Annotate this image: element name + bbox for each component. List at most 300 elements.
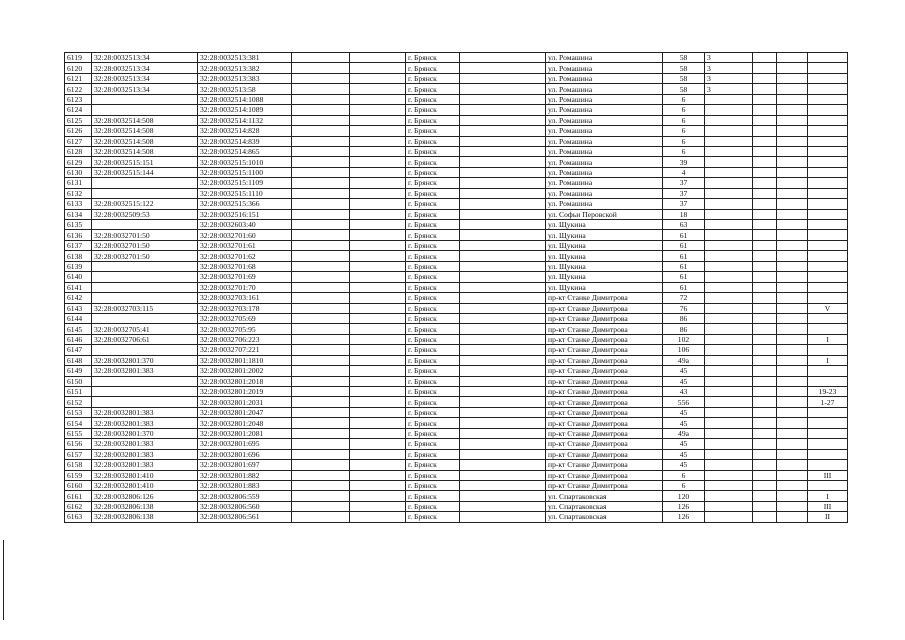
cell-apartment [808,449,848,459]
cell-col-empty-b [350,146,406,156]
cell-cadastral-number: 32:28:0032514:839 [198,136,292,146]
cell-col-empty-b [350,73,406,83]
cell-col-empty-c [460,480,546,490]
cell-building-number [705,126,753,136]
cell-col-empty-d [753,272,777,282]
cell-apartment: I [808,491,848,501]
cell-cadastral-number: 32:28:0032514:1089 [198,105,292,115]
cell-house-number: 49а [663,428,705,438]
cell-street: пр-кт Станке Димитрова [546,439,663,449]
cell-col-empty-e [777,94,808,104]
cell-col-empty-c [460,94,546,104]
cell-col-empty-a [292,449,350,459]
table-row [65,199,848,209]
cell-house-number: 61 [663,272,705,282]
cell-apartment [808,178,848,188]
cell-col-empty-c [460,449,546,459]
cell-street: ул. Ромашина [546,136,663,146]
cell-city: г. Брянск [406,449,460,459]
cell-cadastral-number: 32:28:0032701:68 [198,261,292,271]
cell-city: г. Брянск [406,345,460,355]
cell-house-number: 126 [663,501,705,511]
cell-col-empty-a [292,261,350,271]
cell-city: г. Брянск [406,480,460,490]
cell-street: пр-кт Станке Димитрова [546,334,663,344]
cell-city: г. Брянск [406,303,460,313]
cell-city: г. Брянск [406,220,460,230]
cell-house-number: 61 [663,282,705,292]
cell-col-empty-a [292,282,350,292]
cell-building-number [705,178,753,188]
table-row [65,272,848,282]
cell-building-number [705,355,753,365]
cell-house-number: 120 [663,491,705,501]
cell-parent-cadastral-number [92,272,198,282]
cell-parent-cadastral-number [92,397,198,407]
cell-col-empty-e [777,136,808,146]
cell-col-empty-b [350,449,406,459]
cell-col-empty-b [350,397,406,407]
cell-col-empty-d [753,387,777,397]
cell-cadastral-number: 32:28:0032801:2048 [198,418,292,428]
cell-street: пр-кт Станке Димитрова [546,313,663,323]
table-row [65,146,848,156]
cell-col-empty-d [753,293,777,303]
cell-city: г. Брянск [406,324,460,334]
table-row [65,220,848,230]
table-row [65,188,848,198]
cell-parent-cadastral-number: 32:28:0032509:53 [92,209,198,219]
cell-col-empty-a [292,355,350,365]
cell-col-empty-a [292,428,350,438]
cell-row-number: 6119 [65,53,92,63]
cell-cadastral-number: 32:28:0032514:1088 [198,94,292,104]
cell-city: г. Брянск [406,115,460,125]
table-body [65,53,848,523]
cell-col-empty-b [350,387,406,397]
cell-col-empty-a [292,324,350,334]
cell-col-empty-a [292,251,350,261]
cell-col-empty-c [460,387,546,397]
cell-col-empty-b [350,209,406,219]
cell-col-empty-b [350,355,406,365]
cell-col-empty-d [753,313,777,323]
cell-parent-cadastral-number: 32:28:0032515:122 [92,199,198,209]
cell-col-empty-c [460,366,546,376]
cell-building-number [705,439,753,449]
cell-col-empty-a [292,136,350,146]
cell-building-number [705,105,753,115]
cell-apartment [808,220,848,230]
cell-city: г. Брянск [406,105,460,115]
cell-col-empty-d [753,428,777,438]
cell-col-empty-c [460,63,546,73]
cell-col-empty-c [460,376,546,386]
cell-apartment [808,188,848,198]
cell-house-number: 45 [663,439,705,449]
cell-col-empty-b [350,126,406,136]
cell-col-empty-c [460,355,546,365]
cell-col-empty-d [753,439,777,449]
cell-city: г. Брянск [406,470,460,480]
cell-house-number: 6 [663,470,705,480]
table-row [65,355,848,365]
cell-apartment [808,146,848,156]
cell-cadastral-number: 32:28:0032514:1132 [198,115,292,125]
cell-city: г. Брянск [406,94,460,104]
cell-col-empty-a [292,53,350,63]
cell-house-number: 61 [663,261,705,271]
cell-building-number [705,230,753,240]
cell-cadastral-number: 32:28:0032806:561 [198,512,292,522]
cell-col-empty-a [292,303,350,313]
cell-col-empty-e [777,439,808,449]
cell-house-number: 61 [663,251,705,261]
cell-row-number: 6145 [65,324,92,334]
cell-street: ул. Щукина [546,230,663,240]
table-row [65,261,848,271]
cell-col-empty-d [753,334,777,344]
cell-col-empty-c [460,282,546,292]
cell-col-empty-e [777,209,808,219]
cell-city: г. Брянск [406,397,460,407]
cell-col-empty-a [292,293,350,303]
cell-row-number: 6138 [65,251,92,261]
cell-col-empty-a [292,366,350,376]
cell-cadastral-number: 32:28:0032806:560 [198,501,292,511]
cell-building-number [705,146,753,156]
cell-col-empty-c [460,73,546,83]
cell-row-number: 6129 [65,157,92,167]
cell-col-empty-c [460,188,546,198]
cell-street: пр-кт Станке Димитрова [546,376,663,386]
cell-building-number [705,240,753,250]
cell-street: ул. Ромашина [546,146,663,156]
cell-apartment [808,126,848,136]
cell-row-number: 6128 [65,146,92,156]
cell-col-empty-d [753,115,777,125]
cell-col-empty-b [350,334,406,344]
cell-building-number [705,449,753,459]
cell-col-empty-c [460,240,546,250]
cell-col-empty-e [777,105,808,115]
cell-col-empty-c [460,512,546,522]
cell-building-number [705,387,753,397]
cell-col-empty-e [777,355,808,365]
cell-col-empty-b [350,293,406,303]
cell-city: г. Брянск [406,126,460,136]
cell-col-empty-b [350,230,406,240]
cell-col-empty-b [350,313,406,323]
cell-house-number: 39 [663,157,705,167]
cell-parent-cadastral-number: 32:28:0032514:508 [92,115,198,125]
cell-street: ул. Ромашина [546,73,663,83]
cell-apartment: III [808,470,848,480]
cell-col-empty-a [292,84,350,94]
cell-col-empty-d [753,407,777,417]
table-row [65,334,848,344]
cell-apartment: 19-23 [808,387,848,397]
cell-apartment [808,230,848,240]
cell-col-empty-a [292,439,350,449]
cell-building-number: 3 [705,63,753,73]
cell-row-number: 6130 [65,167,92,177]
cell-col-empty-e [777,188,808,198]
cell-building-number [705,407,753,417]
table-row [65,512,848,522]
cell-col-empty-a [292,272,350,282]
cell-apartment [808,418,848,428]
cell-col-empty-e [777,449,808,459]
cell-parent-cadastral-number [92,387,198,397]
cell-col-empty-d [753,199,777,209]
cell-row-number: 6127 [65,136,92,146]
table-row [65,209,848,219]
cell-col-empty-c [460,397,546,407]
cell-col-empty-b [350,272,406,282]
cell-street: ул. Щукина [546,251,663,261]
cell-apartment: V [808,303,848,313]
cell-building-number [705,428,753,438]
cell-cadastral-number: 32:28:0032513:382 [198,63,292,73]
cell-parent-cadastral-number [92,282,198,292]
cell-col-empty-c [460,470,546,480]
cell-col-empty-b [350,261,406,271]
cell-city: г. Брянск [406,376,460,386]
cell-building-number [705,220,753,230]
cell-parent-cadastral-number: 32:28:0032703:115 [92,303,198,313]
cell-city: г. Брянск [406,366,460,376]
cell-street: ул. Ромашина [546,63,663,73]
cell-house-number: 86 [663,313,705,323]
cell-col-empty-e [777,460,808,470]
cell-street: ул. Ромашина [546,126,663,136]
cell-row-number: 6136 [65,230,92,240]
cell-building-number [705,418,753,428]
cell-col-empty-e [777,146,808,156]
cell-house-number: 45 [663,366,705,376]
cell-row-number: 6121 [65,73,92,83]
cell-apartment [808,376,848,386]
cell-col-empty-c [460,105,546,115]
cell-apartment [808,94,848,104]
cell-street: пр-кт Станке Димитрова [546,324,663,334]
cell-col-empty-d [753,324,777,334]
cell-cadastral-number: 32:28:0032701:61 [198,240,292,250]
cell-col-empty-a [292,209,350,219]
cell-parent-cadastral-number: 32:28:0032801:383 [92,439,198,449]
cell-house-number: 58 [663,63,705,73]
cell-building-number [705,512,753,522]
cell-col-empty-c [460,115,546,125]
cell-house-number: 4 [663,167,705,177]
cell-cadastral-number: 32:28:0032706:223 [198,334,292,344]
cell-parent-cadastral-number: 32:28:0032806:138 [92,512,198,522]
cell-row-number: 6148 [65,355,92,365]
cell-house-number: 63 [663,220,705,230]
cell-col-empty-c [460,209,546,219]
cell-street: ул. Щукина [546,220,663,230]
cell-parent-cadastral-number: 32:28:0032515:151 [92,157,198,167]
table-row [65,460,848,470]
cell-col-empty-d [753,345,777,355]
cell-parent-cadastral-number [92,293,198,303]
cell-house-number: 37 [663,188,705,198]
cell-col-empty-e [777,313,808,323]
cell-col-empty-e [777,178,808,188]
cell-city: г. Брянск [406,146,460,156]
cell-building-number [705,272,753,282]
cell-apartment: 1-27 [808,397,848,407]
cell-col-empty-c [460,136,546,146]
cell-building-number [705,136,753,146]
cell-col-empty-e [777,512,808,522]
cell-col-empty-a [292,376,350,386]
cell-building-number [705,480,753,490]
cell-col-empty-e [777,53,808,63]
cell-city: г. Брянск [406,313,460,323]
cell-cadastral-number: 32:28:0032801:883 [198,480,292,490]
cell-house-number: 6 [663,105,705,115]
table-row [65,313,848,323]
cell-street: ул. Ромашина [546,157,663,167]
cell-parent-cadastral-number: 32:28:0032801:383 [92,449,198,459]
cell-street: пр-кт Станке Димитрова [546,418,663,428]
cell-col-empty-c [460,324,546,334]
cell-building-number [705,94,753,104]
cell-col-empty-a [292,220,350,230]
cell-house-number: 45 [663,407,705,417]
cell-city: г. Брянск [406,439,460,449]
cell-cadastral-number: 32:28:0032514:865 [198,146,292,156]
cell-row-number: 6139 [65,261,92,271]
cell-street: пр-кт Станке Димитрова [546,387,663,397]
cell-house-number: 37 [663,199,705,209]
cell-cadastral-number: 32:28:0032801:697 [198,460,292,470]
cell-cadastral-number: 32:28:0032515:366 [198,199,292,209]
cell-street: пр-кт Станке Димитрова [546,303,663,313]
cell-parent-cadastral-number: 32:28:0032701:50 [92,240,198,250]
cell-city: г. Брянск [406,512,460,522]
cell-col-empty-e [777,167,808,177]
cell-col-empty-d [753,480,777,490]
table-row [65,282,848,292]
cell-col-empty-e [777,84,808,94]
cell-col-empty-b [350,376,406,386]
cell-row-number: 6143 [65,303,92,313]
cell-apartment [808,345,848,355]
cell-city: г. Брянск [406,501,460,511]
cell-apartment [808,251,848,261]
cell-parent-cadastral-number: 32:28:0032801:410 [92,470,198,480]
cell-col-empty-a [292,501,350,511]
cell-col-empty-e [777,293,808,303]
cell-row-number: 6123 [65,94,92,104]
cell-building-number [705,199,753,209]
cell-cadastral-number: 32:28:0032801:696 [198,449,292,459]
cell-apartment [808,73,848,83]
cell-street: пр-кт Станке Димитрова [546,407,663,417]
cell-cadastral-number: 32:28:0032801:2018 [198,376,292,386]
cell-street: пр-кт Станке Димитрова [546,470,663,480]
cell-apartment [808,53,848,63]
cell-building-number [705,470,753,480]
cell-apartment [808,105,848,115]
cell-col-empty-b [350,324,406,334]
cell-col-empty-c [460,167,546,177]
cell-col-empty-a [292,387,350,397]
cell-col-empty-e [777,418,808,428]
cell-col-empty-e [777,376,808,386]
table-row [65,53,848,63]
cell-col-empty-b [350,188,406,198]
cell-col-empty-c [460,220,546,230]
cell-city: г. Брянск [406,491,460,501]
cell-col-empty-e [777,491,808,501]
cell-row-number: 6147 [65,345,92,355]
table-row [65,136,848,146]
cell-col-empty-b [350,240,406,250]
cell-street: ул. Щукина [546,261,663,271]
cell-building-number [705,313,753,323]
cell-col-empty-d [753,126,777,136]
cell-house-number: 556 [663,397,705,407]
cell-city: г. Брянск [406,261,460,271]
cell-parent-cadastral-number: 32:28:0032801:370 [92,355,198,365]
cell-col-empty-a [292,240,350,250]
cell-col-empty-e [777,157,808,167]
cell-street: ул. Ромашина [546,115,663,125]
cell-cadastral-number: 32:28:0032514:828 [198,126,292,136]
cell-cadastral-number: 32:28:0032806:559 [198,491,292,501]
cell-row-number: 6150 [65,376,92,386]
cell-building-number [705,157,753,167]
cell-apartment [808,407,848,417]
cell-cadastral-number: 32:28:0032801:2019 [198,387,292,397]
cell-building-number [705,366,753,376]
cell-col-empty-c [460,261,546,271]
cell-apartment [808,63,848,73]
cell-cadastral-number: 32:28:0032515:1010 [198,157,292,167]
cell-row-number: 6161 [65,491,92,501]
cell-col-empty-a [292,105,350,115]
cell-street: пр-кт Станке Димитрова [546,366,663,376]
cell-col-empty-c [460,313,546,323]
cell-house-number: 6 [663,480,705,490]
cell-col-empty-d [753,94,777,104]
cell-col-empty-e [777,428,808,438]
cell-col-empty-e [777,480,808,490]
register-table-container [64,52,848,523]
cell-city: г. Брянск [406,251,460,261]
cell-col-empty-b [350,345,406,355]
cell-col-empty-a [292,418,350,428]
cell-city: г. Брянск [406,460,460,470]
cell-apartment [808,282,848,292]
cell-parent-cadastral-number: 32:28:0032515:144 [92,167,198,177]
cell-house-number: 45 [663,376,705,386]
cell-col-empty-a [292,512,350,522]
cell-col-empty-a [292,345,350,355]
cell-apartment [808,480,848,490]
cell-apartment [808,157,848,167]
cell-house-number: 18 [663,209,705,219]
cell-col-empty-d [753,63,777,73]
cell-house-number: 6 [663,115,705,125]
cell-cadastral-number: 32:28:0032513:58 [198,84,292,94]
cell-col-empty-c [460,303,546,313]
cell-col-empty-a [292,157,350,167]
